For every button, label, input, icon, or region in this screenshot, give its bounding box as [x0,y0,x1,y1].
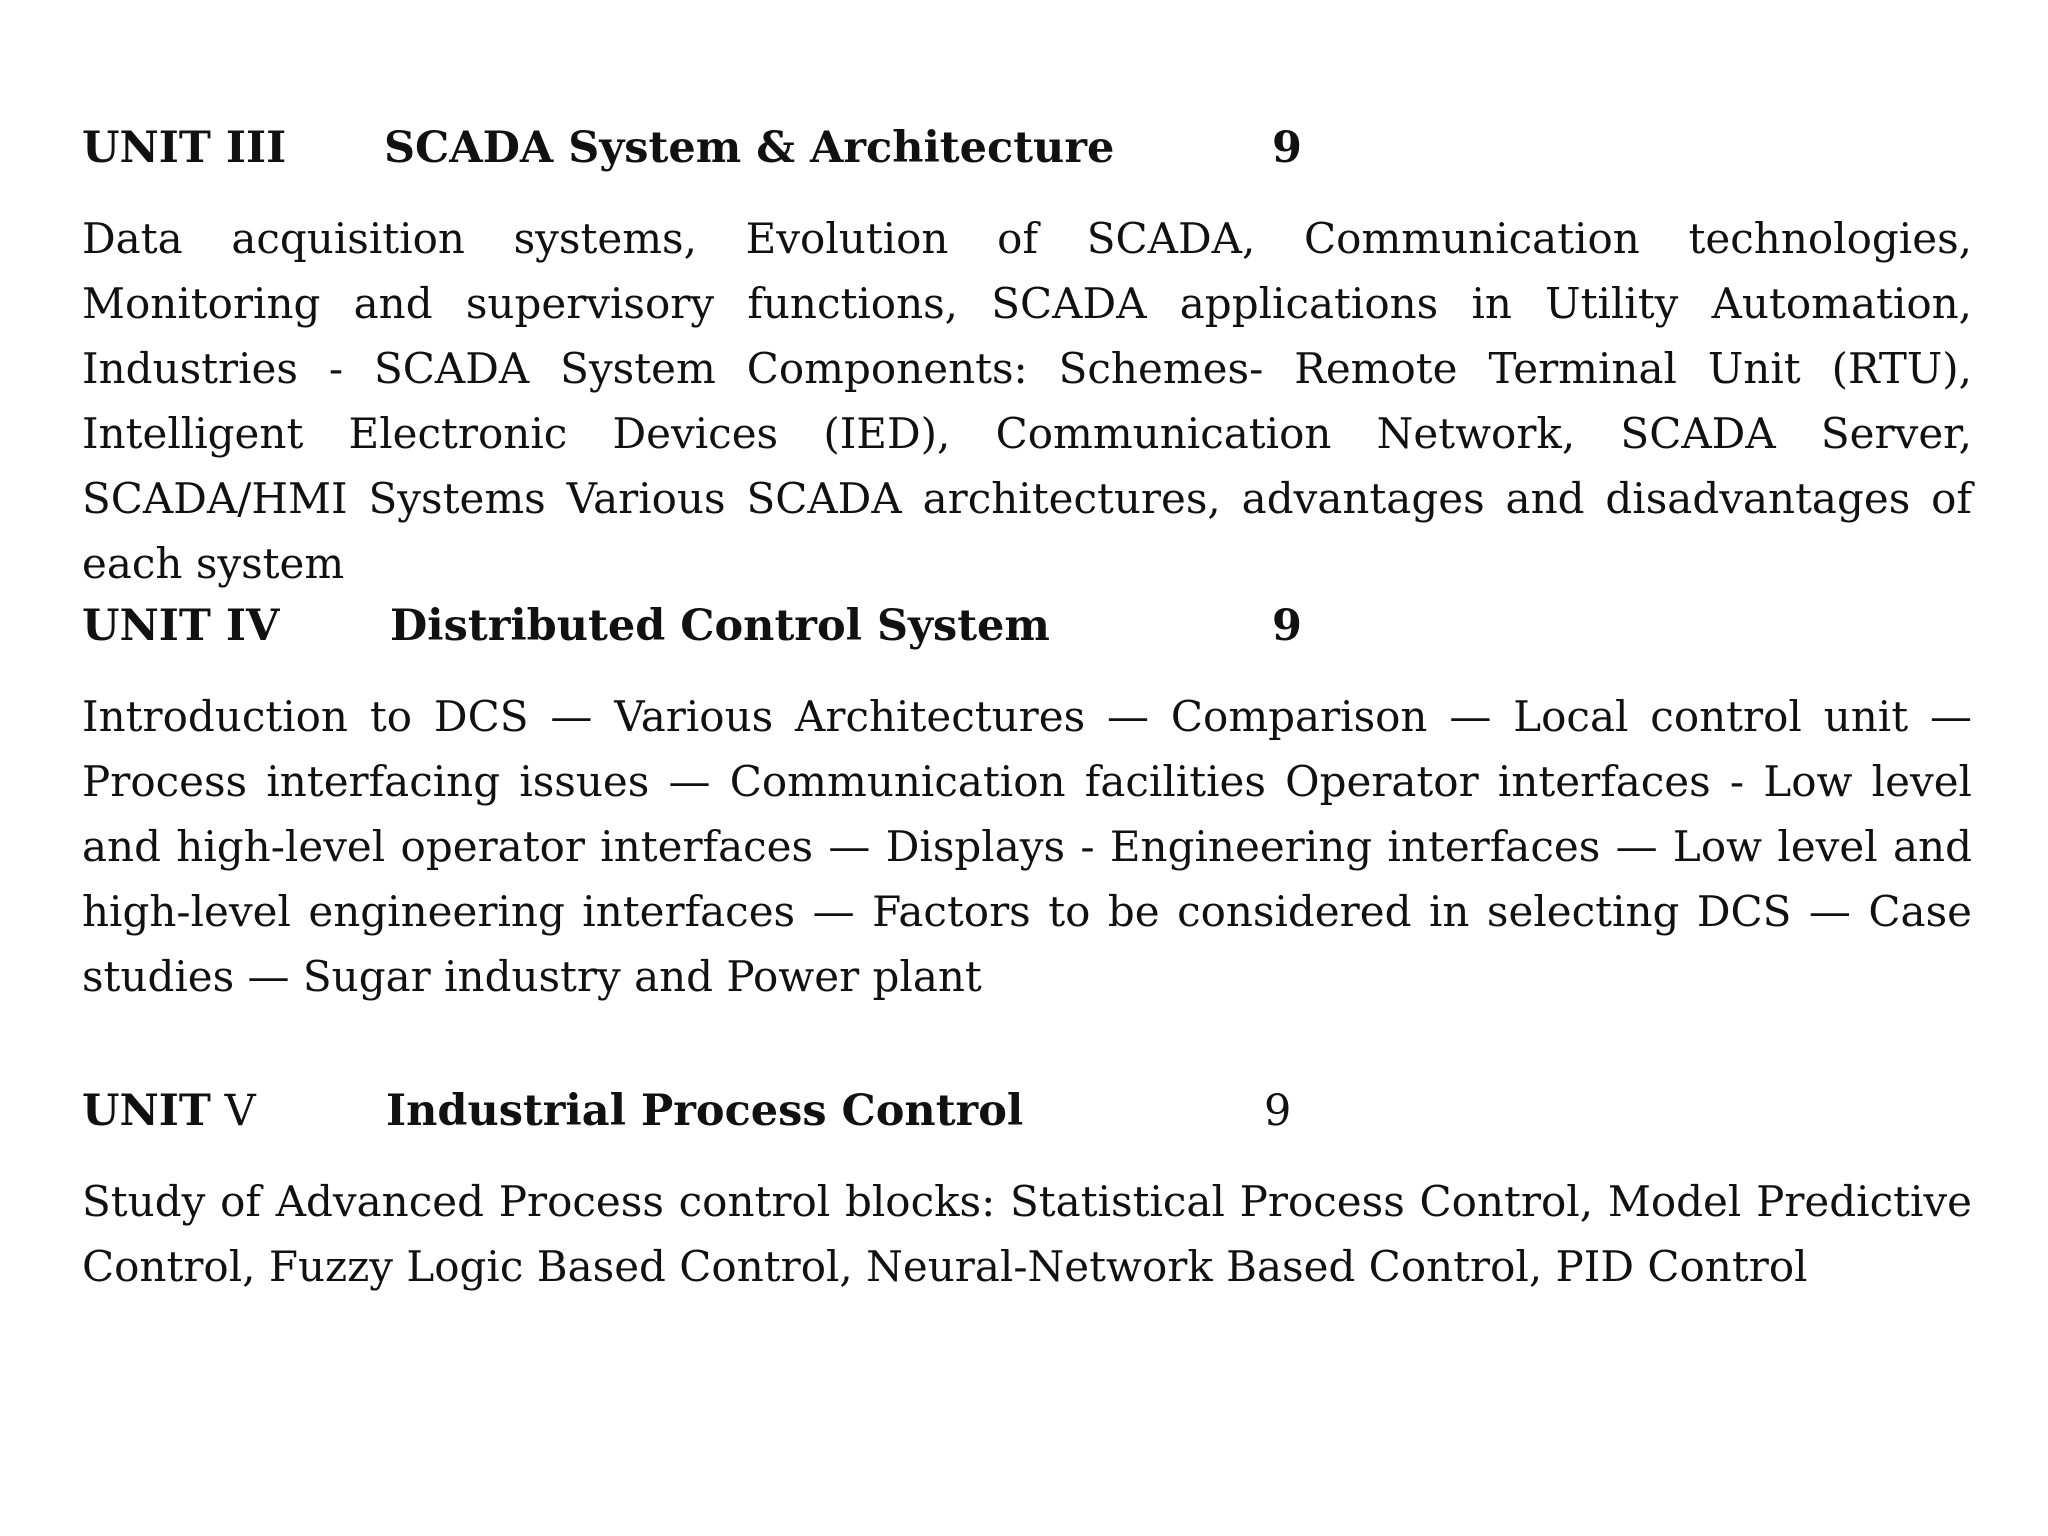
unit-4-heading [82,596,1972,656]
unit-3-body: Data acquisition systems, Evolution of SCADA, Communication technologies, Monitoring and supervisory functions, SCADA applications in Utility Automation, Industries - SCADA System Components: Schemes- Remote Terminal Unit (RTU), Intelligent Electronic Devices (IED), Communication Network, SCADA Server, SCADA/HMI Systems Various SCADA architectures, advantages and disadvantages of each system [82,214,1972,588]
unit-4-body: Introduction to DCS — Various Architectures — Comparison — Local control unit — Process interfacing issues — Communication facilities Operator interfaces - Low level and high-level operator interfaces — Displays - Engineering interfaces — Low level and high-level engineering interfaces — Factors to be considered in selecting DCS — Case studies — Sugar industry and Power plant [82,692,1972,1001]
unit-3-label [82,118,286,178]
unit-4-hours: 9 [1272,601,1302,651]
unit-5-body: Study of Advanced Process control blocks: Statistical Process Control, Model Predictive Control, Fuzzy Logic Based Control, Neural-Network Based Control, PID Control [82,1177,1972,1291]
unit-5-heading [82,1081,1972,1141]
unit-3-title: SCADA System & Architecture [384,123,1115,173]
unit-4-title: Distributed Control System [390,601,1050,651]
unit-5-label-bold: UNIT [82,1086,211,1136]
unit-5-label-rest: V [210,1086,256,1136]
unit-5-hours: 9 [1264,1086,1292,1136]
unit-3-label-bold: UNIT III [82,123,287,173]
unit-5-label [82,1081,256,1141]
unit-4-label-bold: UNIT IV [82,601,280,651]
unit-3-hours: 9 [1272,123,1302,173]
unit-4-label [82,596,279,656]
unit-3-heading [82,118,1972,178]
unit-5-title: Industrial Process Control [386,1086,1024,1136]
syllabus-page [82,118,1972,1299]
